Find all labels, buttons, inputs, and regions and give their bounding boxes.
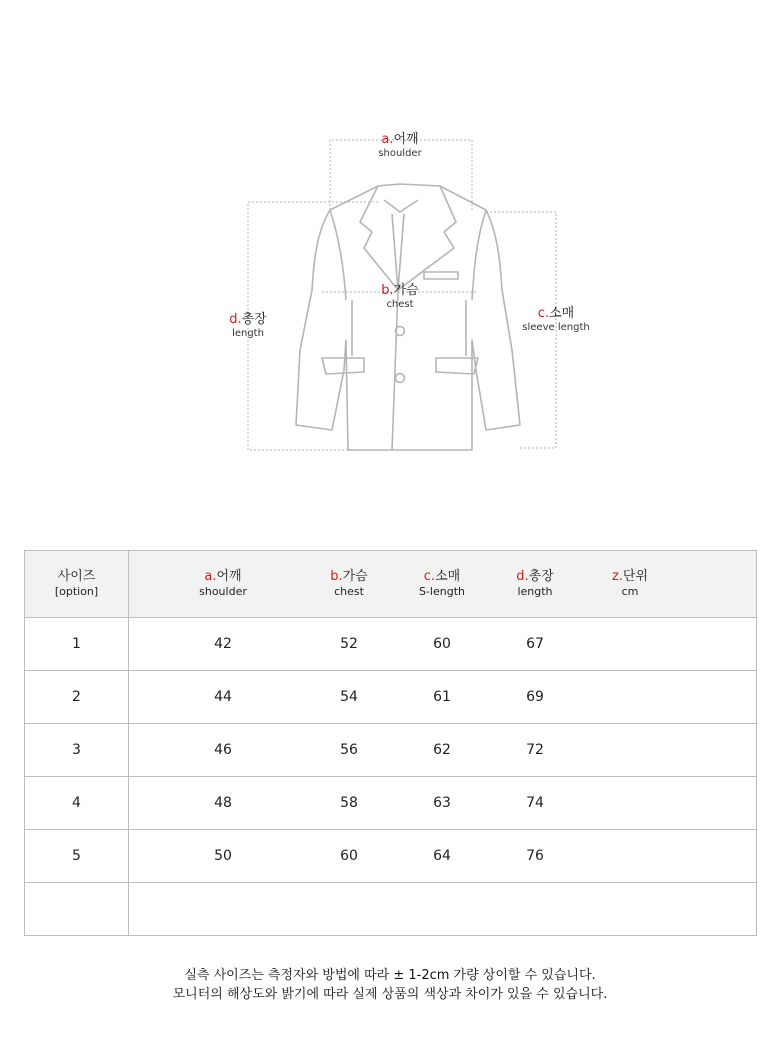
- note-line: 실측 사이즈는 측정자와 방법에 따라 ± 1-2cm 가량 상이할 수 있습니다.: [184, 968, 596, 983]
- diagram-label-sleeve: [514, 307, 598, 333]
- value-cell: 54: [340, 689, 358, 705]
- header-en: shoulder: [199, 585, 247, 599]
- value-cell: 44: [214, 689, 232, 705]
- header-ko: 단위: [622, 568, 649, 584]
- header-col-2: [303, 568, 395, 600]
- header-letter: b.: [330, 568, 343, 584]
- diagram-label-length: [216, 313, 280, 339]
- header-columns-cell: [129, 551, 757, 618]
- header-col-3: [395, 568, 489, 600]
- value-cell: 61: [433, 689, 451, 705]
- label-ko: 가슴: [393, 283, 419, 298]
- measurement-diagram: [0, 0, 780, 480]
- header-size-ko: 사이즈: [57, 568, 96, 584]
- label-en: sleeve length: [522, 321, 590, 333]
- label-letter: c.: [537, 306, 550, 321]
- table-row: [25, 883, 757, 936]
- note-line: 모니터의 해상도와 밝기에 따라 실제 상품의 색상과 차이가 있을 수 있습니다.: [172, 987, 608, 1002]
- label-ko: 소매: [549, 306, 575, 321]
- header-en: S-length: [418, 585, 465, 599]
- table-row: [25, 724, 757, 777]
- label-ko: 총장: [241, 312, 267, 327]
- value-cell: 52: [340, 636, 358, 652]
- header-ko: 어깨: [216, 568, 242, 584]
- header-size-en: [option]: [54, 585, 99, 599]
- size-cell: [25, 883, 129, 936]
- value-cell: 67: [526, 636, 544, 652]
- label-ko: 어깨: [393, 132, 419, 147]
- header-letter: d.: [516, 568, 529, 584]
- label-letter: a.: [381, 132, 394, 147]
- jacket-illustration: [0, 0, 780, 480]
- label-en: shoulder: [378, 147, 422, 159]
- size-cell: 5: [25, 830, 129, 883]
- header-letter: z.: [611, 568, 623, 584]
- header-size-cell: [25, 551, 129, 618]
- size-table: [24, 550, 757, 936]
- table-row: [25, 671, 757, 724]
- value-cell: 42: [214, 636, 232, 652]
- header-ko: 총장: [528, 568, 554, 584]
- value-cell: 46: [214, 742, 232, 758]
- label-en: length: [232, 327, 264, 339]
- table-header-row: [25, 551, 757, 618]
- header-col-1: [143, 568, 303, 600]
- values-cell: [129, 671, 757, 724]
- notes: [0, 966, 780, 1004]
- header-ko: 소매: [435, 568, 461, 584]
- value-cell: 62: [433, 742, 451, 758]
- jacket-outline: [296, 184, 520, 450]
- values-cell: [129, 777, 757, 830]
- header-columns: [129, 551, 756, 617]
- value-cell: 50: [214, 848, 232, 864]
- value-cell: 69: [526, 689, 544, 705]
- label-letter: b.: [381, 283, 394, 298]
- diagram-label-chest: [360, 284, 440, 310]
- size-cell: 1: [25, 618, 129, 671]
- values-cell: [129, 618, 757, 671]
- size-cell: 4: [25, 777, 129, 830]
- value-cell: 56: [340, 742, 358, 758]
- value-cell: 72: [526, 742, 544, 758]
- header-letter: c.: [423, 568, 436, 584]
- header-en: length: [517, 585, 553, 599]
- size-cell: 2: [25, 671, 129, 724]
- diagram-label-shoulder: [360, 133, 440, 159]
- table-row: [25, 618, 757, 671]
- value-cell: 60: [433, 636, 451, 652]
- value-cell: 60: [340, 848, 358, 864]
- header-en: cm: [621, 585, 639, 599]
- values-cell: [129, 883, 757, 936]
- label-en: chest: [386, 298, 414, 310]
- header-ko: 가슴: [342, 568, 368, 584]
- header-en: chest: [334, 585, 364, 599]
- label-letter: d.: [229, 312, 242, 327]
- table-row: [25, 777, 757, 830]
- header-col-4: [489, 568, 581, 600]
- value-cell: 64: [433, 848, 451, 864]
- values-cell: [129, 830, 757, 883]
- value-cell: 58: [340, 795, 358, 811]
- values-cell: [129, 724, 757, 777]
- value-cell: 48: [214, 795, 232, 811]
- table-row: [25, 830, 757, 883]
- size-cell: 3: [25, 724, 129, 777]
- value-cell: 76: [526, 848, 544, 864]
- header-col-5: [581, 568, 679, 600]
- header-letter: a.: [204, 568, 217, 584]
- value-cell: 74: [526, 795, 544, 811]
- value-cell: 63: [433, 795, 451, 811]
